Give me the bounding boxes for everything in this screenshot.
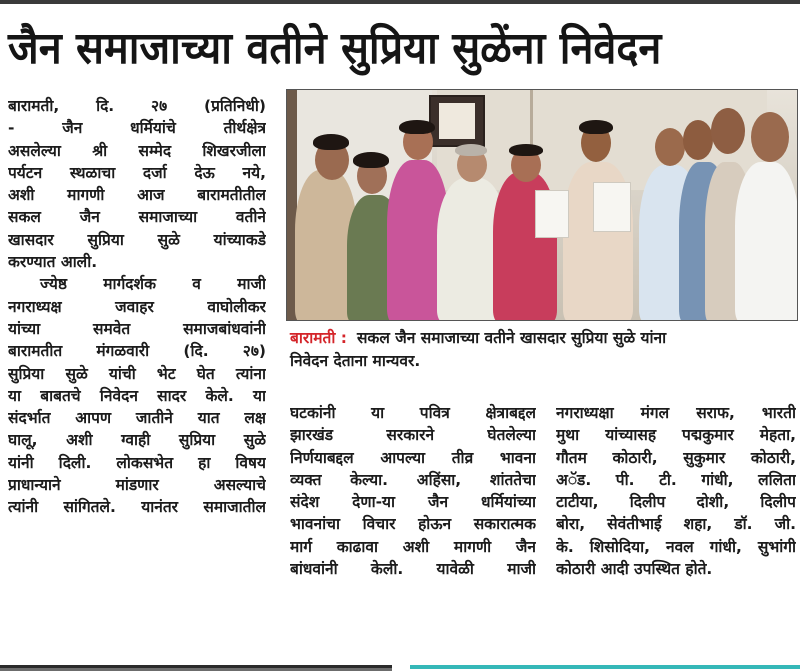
- text-line: घटकांनी या पवित्र क्षेत्राबद्दल: [290, 404, 536, 422]
- caption-line: [290, 327, 798, 350]
- text-line: बोरा, सेवंतीभाई शहा, डॉ. जी.: [556, 515, 796, 534]
- text-line: सकल जैन समाजाच्या वतीने: [8, 208, 266, 227]
- text-line: के. शिसोदिया, नवल गांधी, सुभांगी: [556, 537, 796, 556]
- left-column-text: [8, 95, 266, 519]
- text-line: गौतम कोठारी, सुकुमार कोठारी,: [556, 448, 796, 467]
- text-line: निर्णयाबद्दल आपल्या तीव्र भावना: [290, 448, 536, 467]
- headline: जैन समाजाच्या वतीने सुप्रिया सुळेंना निवेदन: [8, 23, 662, 74]
- text-line: पर्यटन स्थळाचा दर्जा देऊ नये,: [8, 163, 266, 182]
- text-line: बारामती, दि. २७ (प्रतिनिधी): [8, 97, 266, 115]
- text-line: भावनांचा विचार होऊन सकारात्मक: [290, 515, 536, 534]
- text-line: असलेल्या श्री सम्मेद शिखरजीला: [8, 141, 266, 160]
- news-photo: [286, 89, 798, 321]
- person-head: [683, 120, 713, 160]
- text-line: संदेश देणा-या जैन धर्मियांच्या: [290, 493, 536, 512]
- text-line: कोठारी आदी उपस्थित होते.: [556, 560, 713, 579]
- text-line: नगराध्यक्ष जवाहर वाघोलीकर: [8, 297, 266, 316]
- text-line: नगराध्यक्षा मंगल सराफ, भारती: [556, 404, 796, 422]
- wall-certificate-frame: [429, 95, 485, 147]
- text-line: संदर्भात आपण जातीने यात लक्ष: [8, 409, 266, 428]
- text-line: टाटीया, दिलीप दोशी, दिलीप: [556, 493, 796, 512]
- middle-column-text: [290, 402, 536, 580]
- text-line: घालू, अशी ग्वाही सुप्रिया सुळे: [8, 431, 266, 450]
- person-hair: [579, 120, 613, 134]
- text-line: झारखंड सरकारने घेतलेल्या: [290, 426, 536, 445]
- text-line: ज्येष्ठ मार्गदर्शक व माजी: [40, 275, 266, 294]
- text-line: त्यांनी सांगितले. यानंतर समाजातील: [8, 498, 266, 517]
- text-line: मार्ग काढावा अशी मागणी जैन: [290, 537, 536, 556]
- text-line: सुप्रिया सुळे यांची भेट घेत त्यांना: [8, 364, 266, 383]
- top-rule: [0, 0, 800, 4]
- photo-caption: [290, 327, 798, 373]
- text-line: करण्यात आली.: [8, 253, 98, 272]
- text-line: बांधवांनी केली. यावेळी माजी: [290, 560, 536, 579]
- accent-rule: [410, 665, 800, 669]
- caption-text: सकल जैन समाजाच्या वतीने खासदार सुप्रिया सुळे यांना: [356, 329, 667, 347]
- text-line: या बाबतचे निवेदन सादर केले. या: [8, 386, 266, 405]
- person-hair: [399, 120, 435, 134]
- text-line: यांनी दिली. लोकसभेत हा विषय: [8, 453, 266, 472]
- text-line: बारामतीत मंगळवारी (दि. २७): [8, 342, 266, 361]
- text-line: यांच्या समवेत समाजबांधवांनी: [8, 319, 266, 338]
- caption-place: बारामती :: [290, 329, 347, 347]
- caption-line: निवेदन देताना मान्यवर.: [290, 352, 421, 370]
- memorandum-paper: [593, 182, 631, 232]
- person-hair: [353, 152, 389, 168]
- right-column-text: [556, 402, 796, 580]
- text-line: खासदार सुप्रिया सुळे यांच्याकडे: [8, 230, 266, 249]
- person-figure: [735, 162, 798, 321]
- text-line: अशी मागणी आज बारामतीतील: [8, 186, 266, 205]
- person-head: [751, 112, 789, 162]
- text-line: प्राधान्याने मांडणार असल्याचे: [8, 476, 266, 495]
- memorandum-paper: [535, 190, 569, 238]
- person-head: [655, 128, 685, 166]
- person-hair: [313, 134, 349, 150]
- person-hair: [455, 144, 487, 156]
- text-line: व्यक्त केल्या. अहिंसा, शांततेचा: [290, 470, 536, 489]
- text-line: मुथा यांच्यासह पद्मकुमार मेहता,: [556, 426, 796, 445]
- person-head: [711, 108, 745, 154]
- text-line: अॅड. पी. टी. गांधी, ललिता: [556, 470, 796, 489]
- text-line: - जैन धर्मियांचे तीर्थक्षेत्र: [8, 119, 266, 138]
- person-hair: [509, 144, 543, 156]
